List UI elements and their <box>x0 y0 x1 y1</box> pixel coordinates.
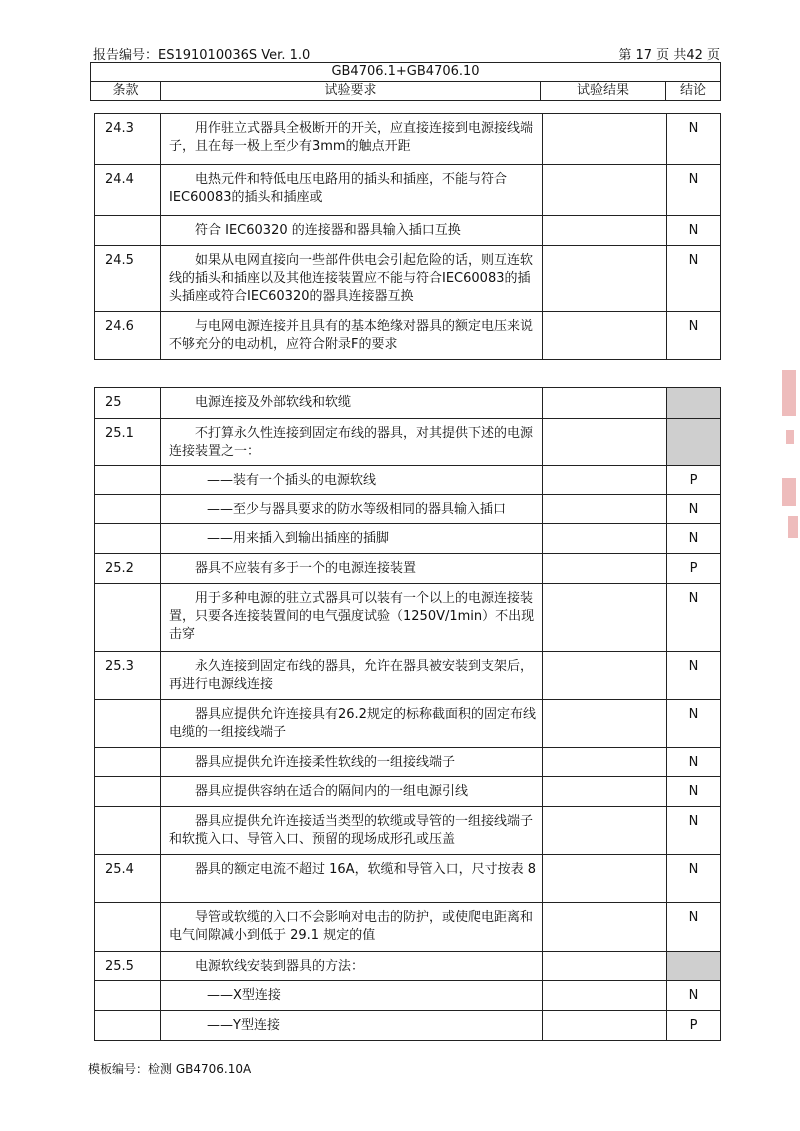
verdict: P <box>667 466 721 495</box>
table-row <box>95 952 721 981</box>
table-row <box>95 807 721 855</box>
result-cell <box>543 700 667 748</box>
verdict: N <box>667 114 721 165</box>
clause-number: 25.5 <box>95 952 161 981</box>
template-number: 模板编号：检测 GB4706.10A <box>88 1062 252 1076</box>
requirement-text: 导管或软缆的入口不会影响对电击的防护，或使爬电距离和电气间隙减小到低于 29.1 规定的值 <box>161 903 543 952</box>
col-header-clause: 条款 <box>91 82 161 101</box>
result-cell <box>543 554 667 584</box>
table-row <box>95 903 721 952</box>
requirement-text: 电热元件和特低电压电路用的插头和插座，不能与符合IEC60083的插头和插座或 <box>161 165 543 216</box>
page-header <box>93 44 720 62</box>
clause-25-table <box>94 387 721 1041</box>
table-row <box>95 388 721 419</box>
result-cell <box>543 114 667 165</box>
verdict <box>667 419 721 466</box>
result-cell <box>543 981 667 1011</box>
clause-number: 24.5 <box>95 246 161 312</box>
verdict <box>667 388 721 419</box>
requirement-text: 与电网电源连接并且具有的基本绝缘对器具的额定电压来说不够充分的电动机，应符合附录F的要求 <box>161 312 543 360</box>
result-cell <box>543 855 667 903</box>
table-row <box>95 246 721 312</box>
result-cell <box>543 652 667 700</box>
clause-number <box>95 216 161 246</box>
result-cell <box>543 524 667 554</box>
verdict: N <box>667 216 721 246</box>
verdict: N <box>667 855 721 903</box>
requirement-text: 用作驻立式器具全极断开的开关，应直接连接到电源接线端子，且在每一极上至少有3mm的触点开距 <box>161 114 543 165</box>
clause-number: 25.4 <box>95 855 161 903</box>
verdict: N <box>667 777 721 807</box>
clause-number <box>95 584 161 652</box>
verdict: N <box>667 700 721 748</box>
verdict: N <box>667 524 721 554</box>
verdict: N <box>667 981 721 1011</box>
verdict: N <box>667 312 721 360</box>
requirement-text: 器具应提供允许连接适当类型的软缆或导管的一组接线端子和软揽入口、导管入口、预留的现场成形孔或压盖 <box>161 807 543 855</box>
table-row <box>95 312 721 360</box>
table-row <box>95 466 721 495</box>
clause-24-table <box>94 113 721 360</box>
clause-number: 25.1 <box>95 419 161 466</box>
clause-number <box>95 1011 161 1041</box>
clause-number <box>95 981 161 1011</box>
result-cell <box>543 466 667 495</box>
result-cell <box>543 1011 667 1041</box>
clause-number <box>95 700 161 748</box>
seal-stamp-mark <box>782 370 796 416</box>
seal-stamp-mark <box>786 430 794 444</box>
table-row <box>95 981 721 1011</box>
clause-number <box>95 807 161 855</box>
table-row <box>95 748 721 777</box>
verdict <box>667 952 721 981</box>
result-cell <box>543 312 667 360</box>
result-cell <box>543 584 667 652</box>
col-header-requirement: 试验要求 <box>161 82 541 101</box>
verdict: N <box>667 495 721 524</box>
result-cell <box>543 388 667 419</box>
result-cell <box>543 216 667 246</box>
requirement-text: ——至少与器具要求的防水等级相同的器具输入插口 <box>161 495 543 524</box>
requirement-text: ——用来插入到输出插座的插脚 <box>161 524 543 554</box>
page-number: 第 17 页 共42 页 <box>618 48 720 63</box>
requirement-text: ——Y型连接 <box>161 1011 543 1041</box>
result-cell <box>543 807 667 855</box>
table-row <box>95 216 721 246</box>
clause-number: 24.3 <box>95 114 161 165</box>
col-header-result: 试验结果 <box>541 82 666 101</box>
requirement-text: 电源软线安装到器具的方法： <box>161 952 543 981</box>
verdict: N <box>667 903 721 952</box>
table-row <box>95 524 721 554</box>
table-row <box>95 855 721 903</box>
requirement-text: 器具应提供允许连接具有26.2规定的标称截面积的固定布线电缆的一组接线端子 <box>161 700 543 748</box>
clause-number <box>95 495 161 524</box>
table-row <box>95 700 721 748</box>
verdict: N <box>667 807 721 855</box>
requirement-text: 电源连接及外部软线和软缆 <box>161 388 543 419</box>
verdict: N <box>667 246 721 312</box>
result-cell <box>543 419 667 466</box>
verdict: N <box>667 165 721 216</box>
verdict: N <box>667 584 721 652</box>
table-header <box>90 62 721 101</box>
result-cell <box>543 777 667 807</box>
seal-stamp-mark <box>782 478 796 506</box>
requirement-text: 不打算永久性连接到固定布线的器具，对其提供下述的电源连接装置之一： <box>161 419 543 466</box>
clause-number: 25 <box>95 388 161 419</box>
requirement-text: 如果从电网直接向一些部件供电会引起危险的话，则互连软线的插头和插座以及其他连接装置应不能与符合IEC60083的插头插座或符合IEC60320的器具连接器互换 <box>161 246 543 312</box>
table-row <box>95 114 721 165</box>
requirement-text: ——X型连接 <box>161 981 543 1011</box>
verdict: N <box>667 652 721 700</box>
clause-number: 25.2 <box>95 554 161 584</box>
standard-title: GB4706.1+GB4706.10 <box>91 63 721 82</box>
clause-number <box>95 466 161 495</box>
clause-number <box>95 777 161 807</box>
result-cell <box>543 952 667 981</box>
clause-number: 24.6 <box>95 312 161 360</box>
table-row <box>95 652 721 700</box>
verdict: P <box>667 1011 721 1041</box>
result-cell <box>543 246 667 312</box>
report-number: 报告编号：ES191010036S Ver. 1.0 <box>93 48 311 63</box>
result-cell <box>543 495 667 524</box>
requirement-text: 用于多种电源的驻立式器具可以装有一个以上的电源连接装置，只要各连接装置间的电气强度试验（1250V/1min）不出现击穿 <box>161 584 543 652</box>
result-cell <box>543 165 667 216</box>
verdict: P <box>667 554 721 584</box>
requirement-text: 器具不应装有多于一个的电源连接装置 <box>161 554 543 584</box>
result-cell <box>543 748 667 777</box>
col-header-verdict: 结论 <box>666 82 721 101</box>
clause-number: 24.4 <box>95 165 161 216</box>
table-row <box>95 554 721 584</box>
clause-number: 25.3 <box>95 652 161 700</box>
requirement-text: 器具的额定电流不超过 16A，软缆和导管入口，尺寸按表 8 <box>161 855 543 903</box>
requirement-text: 符合 IEC60320 的连接器和器具输入插口互换 <box>161 216 543 246</box>
clause-number <box>95 903 161 952</box>
clause-number <box>95 748 161 777</box>
table-row <box>95 419 721 466</box>
verdict: N <box>667 748 721 777</box>
clause-number <box>95 524 161 554</box>
table-row <box>95 777 721 807</box>
seal-stamp-mark <box>788 516 798 538</box>
table-row <box>95 495 721 524</box>
requirement-text: 永久连接到固定布线的器具，允许在器具被安装到支架后，再进行电源线连接 <box>161 652 543 700</box>
requirement-text: 器具应提供允许连接柔性软线的一组接线端子 <box>161 748 543 777</box>
result-cell <box>543 903 667 952</box>
requirement-text: 器具应提供容纳在适合的隔间内的一组电源引线 <box>161 777 543 807</box>
requirement-text: ——装有一个插头的电源软线 <box>161 466 543 495</box>
table-row <box>95 584 721 652</box>
table-row <box>95 165 721 216</box>
table-row <box>95 1011 721 1041</box>
